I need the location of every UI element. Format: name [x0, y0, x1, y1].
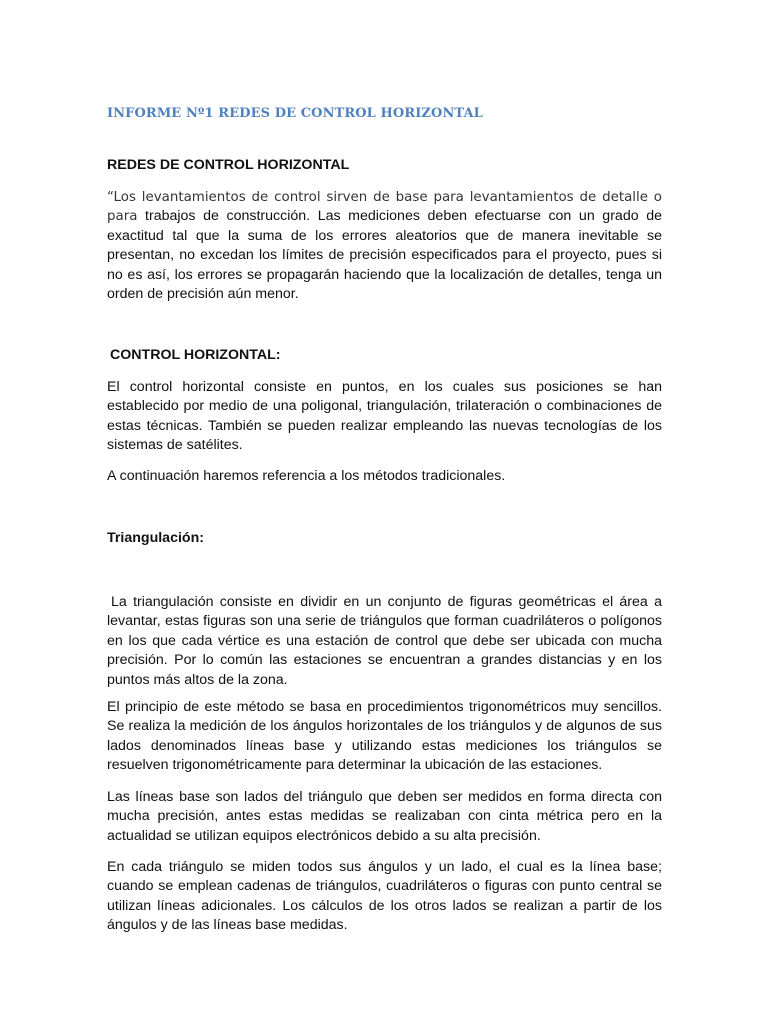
intro-rest: trabajos de construcción. Las mediciones deben efectuarse con un grado de exactitud tal que la suma de los errores aleatorios que de manera inevitable se presentan, no excedan los límites de precisión especificados para el proyecto, pues si no es así, los errores se propagarán haciendo que la localización de detalles, tenga un orden de precisión aún menor. [107, 208, 662, 303]
triangulation-paragraph-2: El principio de este método se basa en procedimientos trigonométricos muy sencillos. Se realiza la medición de los ángulos horizontales de los triángulos y de algunos de sus lados denominados líneas base y utilizando estas mediciones los triángulos se resuelven trigonométricamente para determinar la ubicación de las estaciones. [107, 699, 662, 774]
control-paragraph-2: A continuación haremos referencia a los métodos tradicionales. [107, 468, 506, 484]
control-paragraph-1: El control horizontal consiste en puntos, en los cuales sus posiciones se han establecido por medio de una poligonal, triangulación, trilateración o combinaciones de estas técnicas. También se pueden realizar empleando las nuevas tecnologías de los sistemas de satélites. [107, 379, 662, 454]
section-heading: REDES DE CONTROL HORIZONTAL [107, 157, 350, 173]
intro-first-line: “Los levantamientos de control sirven de base para levantamientos de detalle o para [107, 190, 662, 225]
control-heading: CONTROL HORIZONTAL: [110, 347, 281, 363]
triangulation-paragraph-4: En cada triángulo se miden todos sus ángulos y un lado, el cual es la línea base; cuando se emplean cadenas de triángulos, cuadriláteros o figuras con punto central se utilizan líneas adicionales. Los cálculos de los otros lados se realizan a partir de los ángulos y de las líneas base medidas. [107, 859, 662, 934]
triangulation-paragraph-1: La triangulación consiste en dividir en un conjunto de figuras geométricas el área a levantar, estas figuras son una serie de triángulos que forman cuadriláteros o polígonos en los que cada vértice es una estación de control que debe ser ubicada con mucha precisión. Por lo común las estaciones se encuentran a grandes distancias y en los puntos más altos de la zona. [107, 594, 662, 688]
document-title: INFORME Nº1 REDES DE CONTROL HORIZONTAL [107, 106, 483, 121]
intro-paragraph [107, 188, 662, 304]
triangulation-paragraph-3: Las líneas base son lados del triángulo que deben ser medidos en forma directa con mucha precisión, antes estas medidas se realizaban con cinta métrica pero en la actualidad se utilizan equipos electrónicos debido a su alta precisión. [107, 789, 662, 844]
triangulation-heading: Triangulación: [107, 530, 204, 546]
